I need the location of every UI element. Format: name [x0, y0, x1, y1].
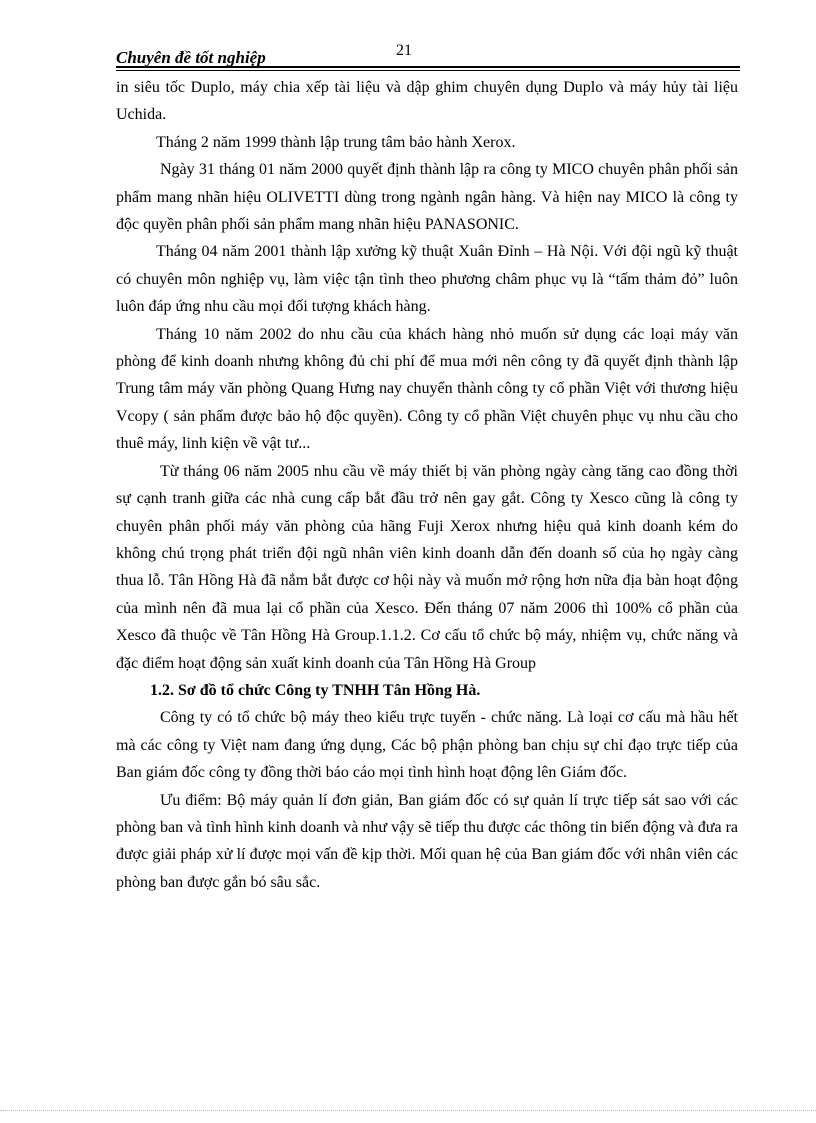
page-bottom-rule: [0, 1110, 816, 1111]
paragraph: Ngày 31 tháng 01 năm 2000 quyết định thành lập ra công ty MICO chuyên phân phối sản phẩm mang nhãn hiệu OLIVETTI dùng trong ngành ngân hàng. Và hiện nay MICO là công ty độc quyền phân phối sản phẩm mang nhãn hiệu PANASONIC.: [116, 161, 738, 234]
paragraph: Ưu điểm: Bộ máy quản lí đơn giản, Ban giám đốc có sự quản lí trực tiếp sát sao với các phòng ban và tình hình kinh doanh và như vậy sẽ tiếp thu được các thông tin biến động và đưa ra được giải pháp xử lí được mọi vấn đề kịp thời. Mối quan hệ của Ban giám đốc với nhân viên các phòng ban được gắn bó sâu sắc.: [116, 791, 738, 891]
header-rule-thin: [116, 70, 740, 71]
paragraph: Công ty có tổ chức bộ máy theo kiểu trực tuyến - chức năng. Là loại cơ cấu mà hầu hết mà các công ty Việt nam đang ứng dụng, Các bộ phận phòng ban chịu sự chỉ đạo trực tiếp của Ban giám đốc công ty đồng thời báo cáo mọi tình hình hoạt động lên Giám đốc.: [116, 709, 738, 782]
section-heading: 1.2. Sơ đồ tổ chức Công ty TNHH Tân Hồng Hà.: [150, 681, 481, 699]
paragraph: in siêu tốc Duplo, máy chia xếp tài liệu và dập ghim chuyên dụng Duplo và máy hủy tài liệu Uchida.: [116, 79, 738, 124]
paragraph: Tháng 2 năm 1999 thành lập trung tâm bảo hành Xerox.: [156, 133, 516, 151]
paragraph: Tháng 10 năm 2002 do nhu cầu của khách hàng nhỏ muốn sử dụng các loại máy văn phòng để kinh doanh nhưng không đủ chi phí để mua mới nên công ty đã quyết định thành lập Trung tâm máy văn phòng Quang Hưng nay chuyển thành công ty cổ phần Việt với thương hiệu Vcopy ( sản phẩm được bảo hộ độc quyền). Công ty cổ phần Việt chuyên phục vụ nhu cầu cho thuê máy, linh kiện về vật tư...: [116, 325, 738, 453]
page-header: [116, 42, 740, 74]
header-title: Chuyên đề tốt nghiệp: [116, 48, 266, 67]
header-rule-thick: [116, 66, 740, 68]
paragraph: Từ tháng 06 năm 2005 nhu cầu về máy thiết bị văn phòng ngày càng tăng cao đồng thời sự cạnh tranh giữa các nhà cung cấp bắt đầu trở nên gay gắt. Công ty Xesco cũng là công ty chuyên phân phối máy văn phòng của hãng Fuji Xerox nhưng hiệu quả kinh doanh kém do không chú trọng phát triển đội ngũ nhân viên kinh doanh dẫn đến doanh số của họ ngày càng thua lỗ. Tân Hồng Hà đã nắm bắt được cơ hội này và muốn mở rộng hơn nữa địa bàn hoạt động của mình nên đã mua lại cổ phần của Xesco. Đến tháng 07 năm 2006 thì 100% cổ phần của Xesco đã thuộc về Tân Hồng Hà Group.1.1.2. Cơ cấu tổ chức bộ máy, nhiệm vụ, chức năng và đặc điểm hoạt động sản xuất kinh doanh của Tân Hồng Hà Group: [116, 462, 738, 672]
paragraph: Tháng 04 năm 2001 thành lập xưởng kỹ thuật Xuân Đỉnh – Hà Nội. Với đội ngũ kỹ thuật có chuyên môn nghiệp vụ, làm việc tận tình theo phương châm phục vụ là “tấm thảm đỏ” luôn luôn đáp ứng nhu cầu mọi đối tượng khách hàng.: [116, 243, 738, 316]
document-body: [116, 74, 738, 896]
page-number: 21: [396, 42, 412, 59]
